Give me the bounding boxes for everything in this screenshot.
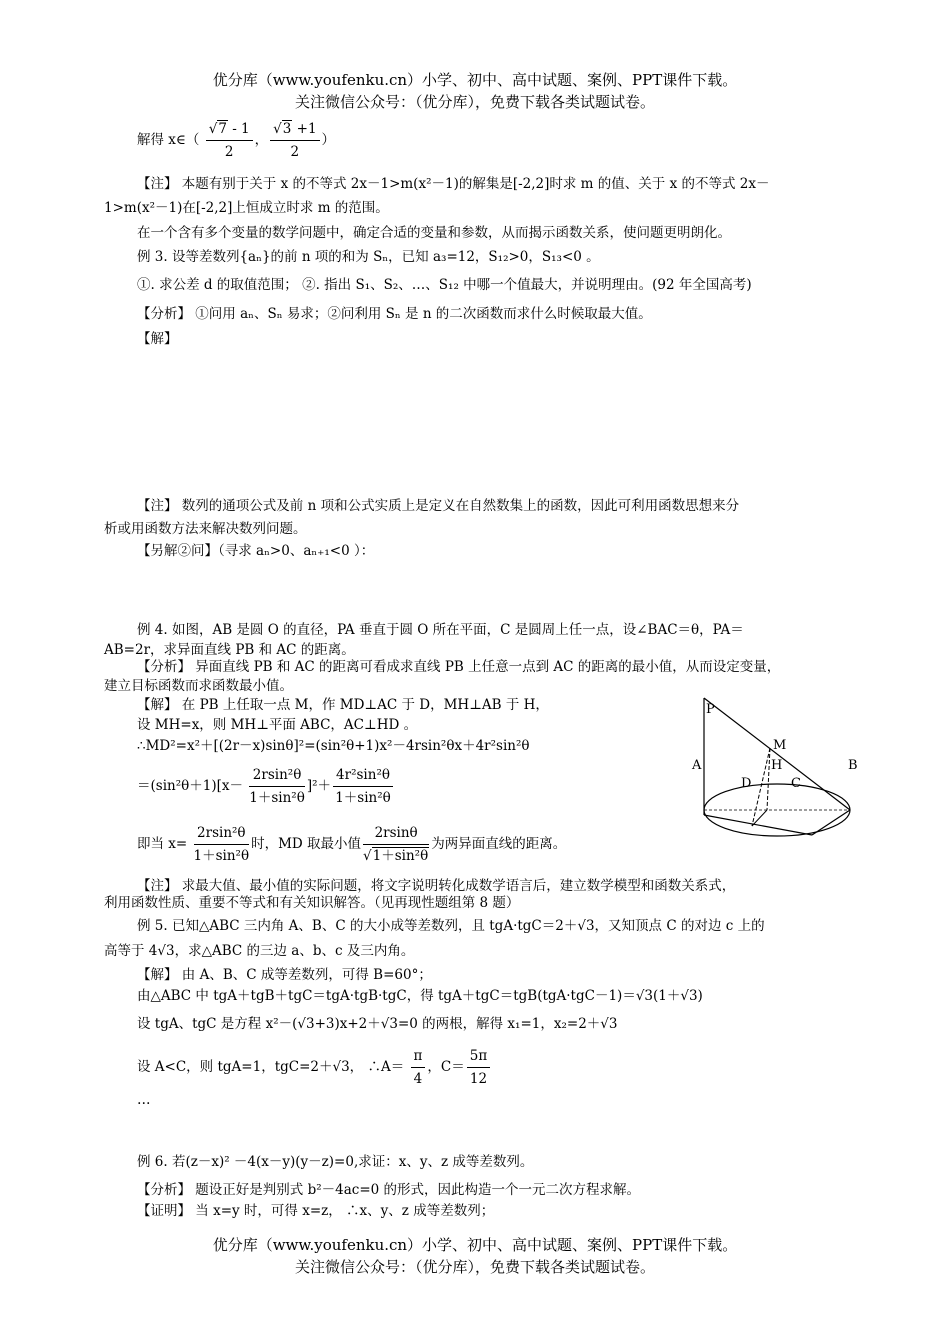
ex4-note-1: 【注】 求最大值、最小值的实际问题，将文字说明转化成数学语言后，建立数学模型和函数关系式， — [137, 878, 736, 894]
segment-MD — [752, 748, 770, 826]
ex4-sol-2: 设 MH=x，则 MH⊥平面 ABC，AC⊥HD 。 — [137, 717, 418, 733]
ex5-frac-C — [467, 1045, 490, 1090]
sol5-f2-den: 1＋sin²θ — [372, 848, 429, 864]
sol5-b: 时，MD 取最小值 — [251, 836, 362, 852]
f2-rest: +1 — [292, 121, 317, 137]
ex4-sol-1: 【解】 在 PB 上任取一点 M，作 MD⊥AC 于 D，MH⊥AB 于 H， — [137, 697, 549, 713]
header-line-1: 优分库（www.youfenku.cn）小学、初中、高中试题、案例、PPT课件下载。 — [212, 71, 738, 89]
ex3-analysis: 【分析】 ①问用 aₙ、Sₙ 易求；②问利用 Sₙ 是 n 的二次函数而求什么时候取最大值。 — [137, 306, 652, 322]
ex5-f1-den: 4 — [413, 1071, 423, 1087]
sol4-a: ＝(sin²θ＋1)[x－ — [137, 778, 243, 794]
ex5-sol4-a: 设 A<C，则 tgA=1，tgC=2＋√3， ∴A＝ — [137, 1059, 405, 1075]
ex4-analysis-1: 【分析】 异面直线 PB 和 AC 的距离可看成求直线 PB 上任意一点到 AC 的距离的最小值，从而设定变量， — [137, 659, 781, 675]
ex4-line2: AB=2r，求异面直线 PB 和 AC 的距离。 — [104, 642, 355, 658]
ex3-note-line1: 【注】 数列的通项公式及前 n 项和公式实质上是定义在自然数集上的函数，因此可利用函数思想来分 — [137, 498, 740, 514]
sol4-f1-den: 1＋sin²θ — [249, 790, 305, 806]
ex5-sol-2: 由△ABC 中 tgA＋tgB＋tgC＝tgA·tgB·tgC，得 tgA＋tgC＝tgB(tgA·tgC－1)＝√3(1＋√3) — [137, 988, 703, 1004]
ex3-line2: ①. 求公差 d 的取值范围； ②. 指出 S₁、S₂、…、S₁₂ 中哪一个值最大，并说明理由。(92 年全国高考) — [137, 277, 752, 293]
ex3-line1: 例 3. 设等差数列{aₙ}的前 n 项的和为 Sₙ，已知 a₃=12，S₁₂>0，S₁₃<0 。 — [137, 249, 600, 265]
label-C: C — [791, 776, 801, 791]
ex4-sol-5 — [137, 822, 566, 867]
fraction-1: $\frac{√7 - 1}{2}$ — [206, 118, 253, 163]
ex4-sol-3: ∴MD²=x²＋[(2r－x)sinθ]²=(sin²θ+1)x²－4rsin²θx＋4r²sin²θ — [137, 738, 530, 754]
fraction-2: $\frac{√3 +1}{2}$ — [270, 118, 319, 163]
ex5-line1: 例 5. 已知△ABC 三内角 A、B、C 的大小成等差数列，且 tgA·tgC＝2＋√3，又知顶点 C 的对边 c 上的 — [137, 918, 765, 934]
label-P: P — [706, 702, 715, 717]
note1-line2: 1>m(x²－1)在[-2,2]上恒成立时求 m 的范围。 — [104, 200, 389, 216]
ex4-analysis-2: 建立目标函数而求函数最小值。 — [104, 678, 293, 694]
ex5-f2-den: 12 — [469, 1071, 488, 1087]
segment-AC — [704, 815, 812, 835]
sol5-c: 为两异面直线的距离。 — [431, 836, 567, 852]
sol5-frac-2: $\frac{2rsin\theta}{\text{√1＋sin²θ}}$ — [363, 822, 429, 867]
ex3-note-line2: 析或用函数方法来解决数列问题。 — [104, 521, 307, 537]
ex6-proof: 【证明】 当 x=y 时，可得 x=z， ∴x、y、z 成等差数列； — [137, 1203, 495, 1219]
ex4-line1: 例 4. 如图，AB 是圆 O 的直径，PA 垂直于圆 O 所在平面，C 是圆周上任一点，设∠BAC＝θ，PA＝ — [137, 622, 744, 638]
ex5-sol-4 — [137, 1045, 492, 1090]
segment-PB — [704, 698, 850, 810]
label-H: H — [771, 758, 783, 773]
segment-HD — [752, 810, 767, 826]
sol5-frac-1 — [194, 822, 250, 867]
ex5-sol-1: 【解】 由 A、B、C 成等差数列，可得 B=60°； — [137, 967, 432, 983]
sol4-f2-den: 1＋sin²θ — [335, 790, 391, 806]
ex5-f1-num: π — [411, 1045, 426, 1068]
f1-radicand: 7 — [218, 121, 227, 137]
ex5-sol-3: 设 tgA、tgC 是方程 x²－(√3+3)x+2＋√3=0 的两根，解得 x₁=1，x₂=2＋√3 — [137, 1016, 618, 1032]
ex3-solve-label: 【解】 — [137, 331, 178, 347]
note1-line3: 在一个含有多个变量的数学问题中，确定合适的变量和参数，从而揭示函数关系，使问题更明朗化。 — [137, 225, 731, 241]
solution-comma: ， — [254, 132, 269, 148]
solution-suffix: ） — [321, 132, 336, 148]
label-B: B — [848, 758, 858, 773]
label-M: M — [773, 738, 787, 753]
f1-den: 2 — [224, 144, 234, 160]
sol5-a: 即当 x= — [137, 836, 188, 852]
ex6-analysis: 【分析】 题设正好是判别式 b²－4ac=0 的形式，因此构造一个一元二次方程求解。 — [137, 1182, 641, 1198]
note1-line1: 【注】 本题有别于关于 x 的不等式 2x－1>m(x²－1)的解集是[-2,2]时求 m 的值、关于 x 的不等式 2x－ — [137, 176, 770, 192]
f1-rest: - 1 — [227, 121, 250, 137]
ex5-f2-num: 5π — [467, 1045, 490, 1068]
label-D: D — [741, 776, 752, 791]
footer-line-2: 关注微信公众号：（优分库），免费下载各类试题试卷。 — [294, 1258, 655, 1276]
f2-den: 2 — [290, 144, 300, 160]
ex3-alt-solution: 【另解②问】（寻求 aₙ>0、aₙ₊₁<0 ）： — [137, 543, 375, 559]
sol4-f2-num: 4r²sin²θ — [333, 764, 393, 787]
sol4-frac-1 — [249, 764, 305, 809]
ex5-line2: 高等于 4√3，求△ABC 的三边 a、b、c 及三内角。 — [104, 943, 415, 959]
ex4-note-2: 利用函数性质、重要不等式和有关知识解答。（见再现性题组第 8 题） — [104, 895, 520, 911]
sol5-f1-num: 2rsin²θ — [194, 822, 250, 845]
footer-line-1: 优分库（www.youfenku.cn）小学、初中、高中试题、案例、PPT课件下载。 — [212, 1236, 738, 1254]
ex4-sol-4 — [137, 764, 395, 809]
ex5-frac-A — [411, 1045, 426, 1090]
f2-radicand: 3 — [282, 121, 292, 137]
ex5-sol4-b: ，C＝ — [427, 1059, 465, 1075]
sol4-b: ]²＋ — [306, 778, 332, 794]
sol5-f1-den: 1＋sin²θ — [193, 848, 250, 864]
header-line-2: 关注微信公众号：（优分库），免费下载各类试题试卷。 — [294, 93, 655, 111]
geometry-figure — [690, 690, 870, 860]
sol5-f2-num: 2rsinθ — [363, 822, 429, 845]
ex6-line1: 例 6. 若(z－x)² －4(x－y)(y－z)=0,求证：x、y、z 成等差数列。 — [137, 1154, 534, 1170]
solution-prefix: 解得 x∈（ — [137, 132, 200, 148]
segment-BC — [812, 810, 850, 835]
sol4-frac-2 — [333, 764, 393, 809]
label-A: A — [692, 758, 702, 773]
solution-top — [137, 118, 335, 163]
sol4-f1-num: 2rsin²θ — [249, 764, 305, 787]
ex5-ellipsis: … — [137, 1092, 151, 1108]
